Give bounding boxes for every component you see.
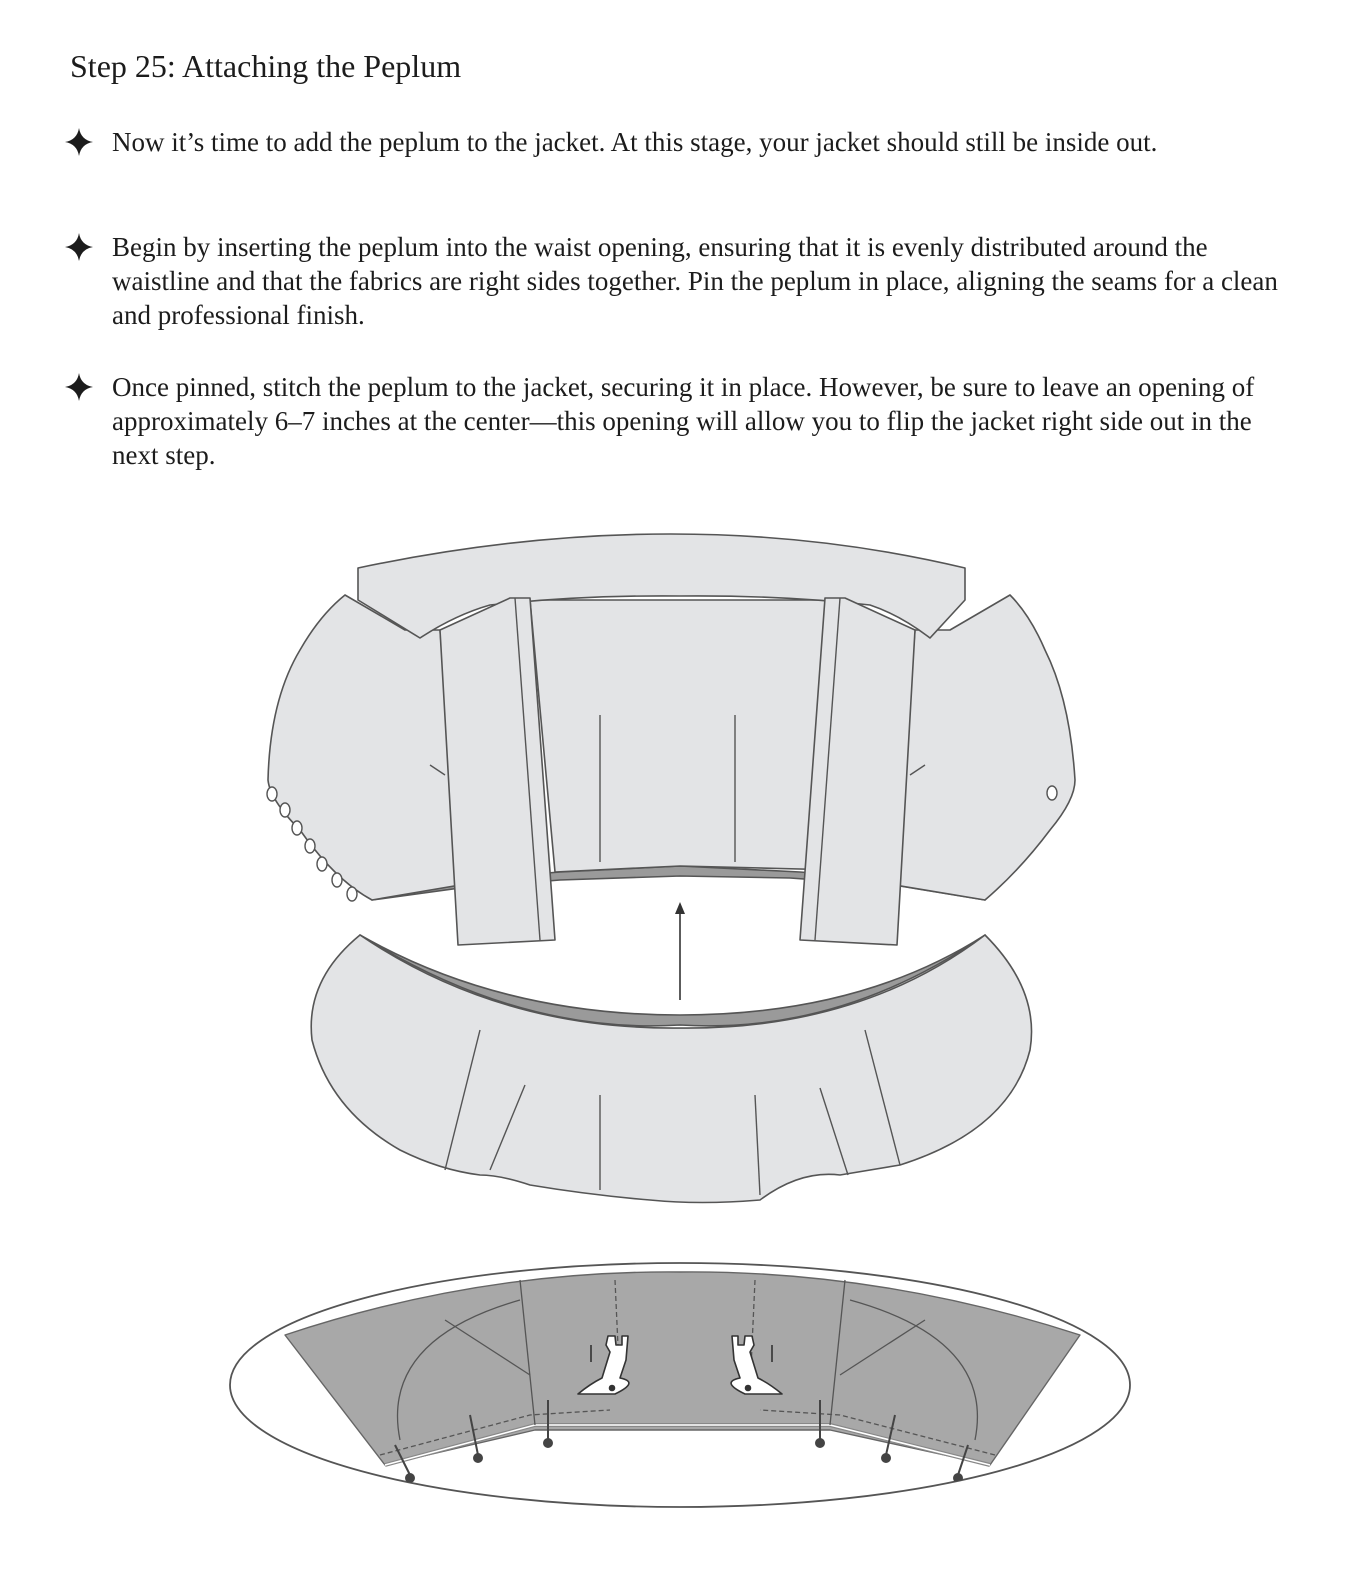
instruction-text-3: Once pinned, stitch the peplum to the jacket, securing it in place. However, be sure to leave an opening of approximately 6–7 inches at the center—this opening will allow you to flip the jacket right side out in the next step. (112, 372, 1255, 470)
jacket-peplum-alignment-illustration (0, 520, 1360, 1210)
stitching-peplum-illustration (0, 1240, 1360, 1510)
back-body-panel (530, 600, 840, 872)
instruction-text-1: Now it’s time to add the peplum to the jacket. At this stage, your jacket should still be inside out. (112, 127, 1158, 157)
instruction-item-2 (64, 230, 1294, 332)
four-point-star-icon (64, 125, 112, 159)
instruction-text-2: Begin by inserting the peplum into the waist opening, ensuring that it is evenly distributed around the waistline and that the fabrics are right sides together. Pin the peplum in place, aligning the seams for a clean and professional finish. (112, 232, 1278, 330)
up-arrow-icon (675, 902, 685, 1000)
right-side-panel (895, 595, 1075, 900)
four-point-star-icon (64, 230, 112, 264)
page-title: Step 25: Attaching the Peplum (70, 48, 462, 84)
instruction-item-1 (64, 125, 1294, 159)
four-point-star-icon (64, 370, 112, 404)
instruction-item-3 (64, 370, 1294, 472)
left-side-panel (268, 595, 460, 900)
peplum (311, 935, 1031, 1203)
